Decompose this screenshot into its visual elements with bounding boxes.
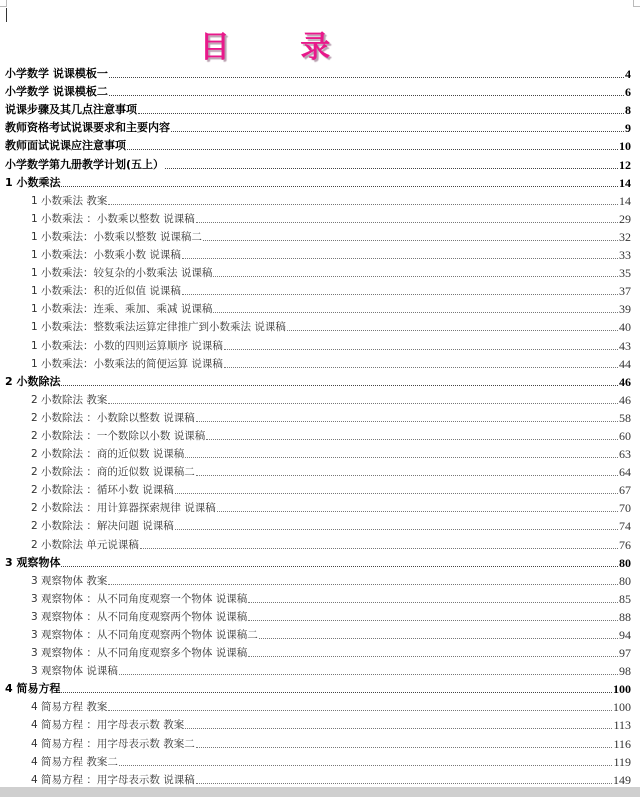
toc-page-number: 9	[625, 121, 631, 136]
dot-leader	[185, 456, 618, 458]
toc-entry-heading[interactable]	[5, 678, 635, 696]
toc-page-number: 14	[619, 175, 631, 190]
toc-entry-text: 2 小数除法	[5, 374, 61, 388]
dot-leader	[108, 583, 618, 585]
toc-entry-heading[interactable]	[5, 63, 635, 81]
toc-entry-text: 2 小数除法 ：用计算器探索规律 说课稿	[31, 502, 216, 515]
toc-entry-text: 教师面试说课应注意事项	[5, 139, 126, 153]
toc-entry[interactable]	[5, 244, 635, 262]
dot-leader	[138, 112, 624, 114]
dot-leader	[175, 528, 618, 530]
toc-entry[interactable]	[5, 533, 635, 551]
toc-page-number: 94	[619, 628, 631, 642]
toc-entry-text: 2 小数除法 ：商的近似数 说课稿二	[31, 466, 195, 479]
toc-entry-text: 2 小数除法 ：循环小数 说课稿	[31, 484, 174, 497]
toc-entry-text: 4 简易方程 ：用字母表示数 教案	[31, 719, 185, 732]
toc-entry-heading[interactable]	[5, 153, 635, 171]
toc-page-number: 46	[619, 392, 631, 407]
toc-entry[interactable]	[5, 696, 635, 714]
dot-leader	[196, 782, 612, 784]
toc-entry[interactable]	[5, 751, 635, 769]
dot-leader	[175, 492, 618, 494]
toc-entry[interactable]	[5, 334, 635, 352]
toc-entry[interactable]	[5, 298, 635, 316]
toc-page-number: 8	[625, 103, 631, 118]
toc-page-number: 149	[613, 772, 631, 787]
toc-entry[interactable]	[5, 732, 635, 750]
toc-entry[interactable]	[5, 497, 635, 515]
toc-entry[interactable]	[5, 570, 635, 588]
toc-entry-heading[interactable]	[5, 117, 635, 135]
dot-leader	[224, 366, 618, 368]
toc-entry-text: 小学数学 说课模板一	[5, 67, 108, 81]
toc-page-number: 37	[619, 284, 631, 299]
dot-leader	[196, 474, 618, 476]
toc-entry[interactable]	[5, 389, 635, 407]
toc-entry[interactable]	[5, 769, 635, 787]
toc-entry-text: 1 小数乘法 教案	[31, 194, 108, 207]
dot-leader	[127, 148, 618, 150]
toc-page-number: 100	[613, 682, 631, 697]
toc-page-number: 4	[625, 67, 631, 82]
toc-page-number: 80	[619, 555, 631, 570]
toc-entry[interactable]	[5, 479, 635, 497]
dot-leader	[61, 384, 618, 386]
toc-entry-text: 1 小数乘法	[5, 175, 61, 189]
toc-page-number: 6	[625, 85, 631, 100]
toc-page-number: 119	[613, 754, 631, 769]
toc-entry-text: 3 观察物体 ：从不同角度观察两个物体 说课稿	[31, 610, 248, 623]
dot-leader	[248, 619, 618, 621]
dot-leader	[213, 311, 618, 313]
toc-entry-text: 3 观察物体 ：从不同角度观察多个物体 说课稿	[31, 647, 248, 660]
toc-page-number: 29	[619, 211, 631, 226]
toc-entry-heading[interactable]	[5, 135, 635, 153]
dot-leader	[185, 727, 612, 729]
toc-entry-text: 2 小数除法 ：小数除以整数 说课稿	[31, 411, 195, 424]
page-corner-mark-right	[633, 0, 640, 7]
toc-entry-heading[interactable]	[5, 371, 635, 389]
toc-entry-text: 教师资格考试说课要求和主要内容	[5, 121, 170, 135]
toc-entry[interactable]	[5, 226, 635, 244]
toc-page-number: 58	[619, 410, 631, 425]
toc-entry-text: 2 小数除法 教案	[31, 393, 108, 406]
toc-entry-text: 1 小数乘法：小数乘以整数 说课稿二	[31, 230, 202, 243]
toc-page-number: 85	[619, 591, 631, 606]
toc-entry[interactable]	[5, 316, 635, 334]
dot-leader	[196, 420, 618, 422]
toc-entry-text: 1 小数乘法：小数乘法的简便运算 说课稿	[31, 357, 223, 370]
toc-page-number: 39	[619, 302, 631, 317]
table-of-contents	[5, 63, 635, 787]
toc-entry-text: 3 观察物体	[5, 555, 61, 569]
dot-leader	[248, 655, 618, 657]
toc-entry[interactable]	[5, 642, 635, 660]
toc-entry-text: 2 小数除法 ：一个数除以小数 说课稿	[31, 429, 206, 442]
toc-entry[interactable]	[5, 208, 635, 226]
toc-entry-text: 1 小数乘法：小数乘小数 说课稿	[31, 249, 181, 262]
dot-leader	[140, 547, 618, 549]
toc-entry-text: 3 观察物体 ：从不同角度观察两个物体 说课稿二	[31, 629, 258, 641]
toc-page-number: 98	[619, 664, 631, 679]
toc-entry-text: 3 观察物体 ：从不同角度观察一个物体 说课稿	[31, 592, 248, 605]
toc-title: 目 录	[199, 30, 361, 65]
toc-page-number: 76	[619, 537, 631, 552]
toc-page-number: 44	[619, 356, 631, 371]
dot-leader	[196, 221, 618, 223]
toc-entry-text: 小学数学 说课模板二	[5, 85, 108, 99]
toc-entry-heading[interactable]	[5, 99, 635, 117]
dot-leader	[248, 601, 618, 603]
toc-entry-text: 说课步骤及其几点注意事项	[5, 103, 137, 117]
toc-entry[interactable]	[5, 624, 635, 642]
toc-entry[interactable]	[5, 353, 635, 371]
toc-page-number: 88	[619, 609, 631, 624]
toc-page-number: 40	[619, 320, 631, 335]
dot-leader	[109, 94, 624, 96]
toc-entry[interactable]	[5, 714, 635, 732]
dot-leader	[206, 438, 618, 440]
toc-entry[interactable]	[5, 425, 635, 443]
toc-entry-heading[interactable]	[5, 172, 635, 190]
toc-page-number: 74	[619, 519, 631, 534]
page-corner-mark-left	[0, 0, 7, 7]
dot-leader	[203, 239, 618, 241]
toc-page-number: 63	[619, 447, 631, 462]
toc-entry[interactable]	[5, 280, 635, 298]
toc-entry-text: 4 简易方程 教案	[31, 701, 108, 714]
toc-page-number: 97	[619, 646, 631, 661]
toc-entry[interactable]	[5, 407, 635, 425]
dot-leader	[165, 167, 618, 169]
toc-page-number: 60	[619, 428, 631, 443]
toc-page-number: 43	[619, 338, 631, 353]
dot-leader	[196, 746, 613, 748]
toc-page-number: 32	[619, 229, 631, 244]
toc-page-number: 70	[619, 501, 631, 516]
toc-entry-text: 2 小数除法 ：解决问题 说课稿	[31, 520, 174, 533]
toc-entry[interactable]	[5, 461, 635, 479]
dot-leader	[108, 709, 612, 711]
toc-page-number: 64	[619, 465, 631, 480]
toc-page-number: 67	[619, 483, 631, 498]
toc-entry-text: 4 简易方程	[5, 682, 61, 696]
toc-page-number: 12	[619, 157, 631, 172]
dot-leader	[224, 348, 618, 350]
toc-entry-text: 1 小数乘法 ：小数乘以整数 说课稿	[31, 212, 195, 225]
toc-entry-text: 1 小数乘法：整数乘法运算定律推广到小数乘法 说课稿	[31, 321, 286, 334]
toc-entry[interactable]	[5, 660, 635, 678]
toc-entry-text: 小学数学第九册教学计划(五上）	[5, 157, 165, 171]
toc-page-number: 116	[613, 736, 631, 751]
toc-page-number: 33	[619, 248, 631, 263]
dot-leader	[217, 510, 618, 512]
toc-entry-text: 4 简易方程 教案二	[31, 755, 118, 768]
toc-page-number: 35	[619, 266, 631, 281]
toc-entry-text: 1 小数乘法：较复杂的小数乘法 说课稿	[31, 267, 213, 280]
toc-entry-text: 4 简易方程 ：用字母表示数 教案二	[31, 737, 195, 750]
dot-leader	[108, 203, 618, 205]
dot-leader	[171, 130, 624, 132]
text-cursor	[6, 8, 7, 22]
dot-leader	[287, 329, 618, 331]
toc-entry-text: 4 简易方程 ：用字母表示数 说课稿	[31, 773, 195, 786]
toc-entry[interactable]	[5, 443, 635, 461]
toc-entry-text: 3 观察物体 说课稿	[31, 665, 118, 678]
dot-leader	[213, 275, 618, 277]
toc-entry[interactable]	[5, 606, 635, 624]
toc-entry-text: 1 小数乘法：积的近似值 说课稿	[31, 285, 181, 298]
toc-entry-text: 1 小数乘法：小数的四则运算顺序 说课稿	[31, 339, 223, 352]
dot-leader	[61, 185, 618, 187]
dot-leader	[182, 257, 618, 259]
toc-entry[interactable]	[5, 515, 635, 533]
dot-leader	[61, 691, 612, 693]
toc-entry-text: 1 小数乘法：连乘、乘加、乘减 说课稿	[31, 303, 213, 316]
toc-entry-heading[interactable]	[5, 552, 635, 570]
toc-entry-text: 2 小数除法 ：商的近似数 说课稿	[31, 448, 185, 461]
toc-page-number: 10	[619, 139, 631, 154]
toc-entry-text: 2 小数除法 单元说课稿	[31, 538, 139, 551]
document-bottom-edge	[0, 787, 640, 797]
toc-entry[interactable]	[5, 190, 635, 208]
dot-leader	[182, 293, 618, 295]
toc-page-number: 113	[613, 718, 631, 733]
toc-page-number: 80	[619, 573, 631, 588]
toc-entry-heading[interactable]	[5, 81, 635, 99]
toc-entry-text: 3 观察物体 教案	[31, 574, 108, 587]
dot-leader	[259, 637, 618, 639]
toc-entry[interactable]	[5, 262, 635, 280]
toc-entry[interactable]	[5, 588, 635, 606]
dot-leader	[108, 402, 618, 404]
dot-leader	[109, 76, 624, 78]
toc-page-number: 46	[619, 374, 631, 389]
dot-leader	[61, 565, 618, 567]
toc-page-number: 100	[613, 700, 631, 715]
dot-leader	[119, 673, 618, 675]
toc-page-number: 14	[619, 193, 631, 208]
dot-leader	[119, 764, 613, 766]
